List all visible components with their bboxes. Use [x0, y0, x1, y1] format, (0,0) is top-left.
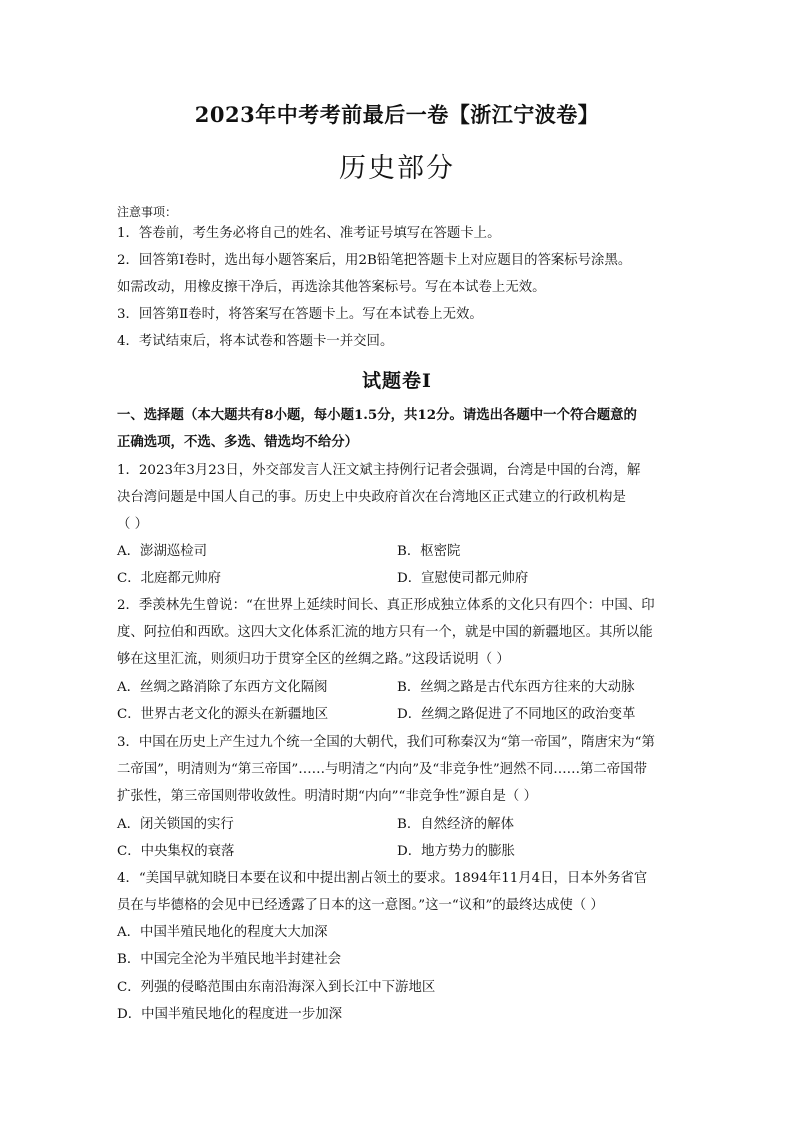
question-3-option-b: B．自然经济的解体: [397, 817, 514, 832]
question-1-option-a: A．澎湖巡检司: [117, 544, 208, 559]
question-3-text: 扩张性，第三帝国则带收敛性。明清时期“内向”“非竞争性”源自是（ ）: [117, 789, 537, 804]
notice-line: 如需改动，用橡皮擦干净后，再选涂其他答案标号。写在本试卷上无效。: [117, 280, 546, 295]
notice-line: 4．考试结束后，将本试卷和答题卡一并交回。: [117, 334, 394, 349]
question-2-text: 度、阿拉伯和西欧。这四大文化体系汇流的地方只有一个，就是中国的新疆地区。其所以能: [117, 625, 653, 640]
notice-line: 3．回答第Ⅱ卷时，将答案写在答题卡上。写在本试卷上无效。: [117, 307, 483, 322]
notice-line: 2．回答第Ⅰ卷时，选出每小题答案后，用2B铅笔把答题卡上对应题目的答案标号涂黑。: [117, 253, 632, 268]
question-4-text: 员在与毕德格的会见中已经透露了日本的这一意图。”这一“议和”的最终达成使（ ）: [117, 898, 604, 913]
question-4-option-c: C．列强的侵略范围由东南沿海深入到长江中下游地区: [117, 980, 436, 995]
notice-line: 1．答卷前，考生务必将自己的姓名、准考证号填写在答题卡上。: [117, 226, 501, 241]
section-instruction: 一、选择题（本大题共有8小题，每小题1.5分，共12分。请选出各题中一个符合题意的: [117, 407, 637, 423]
question-1-option-b: B．枢密院: [397, 544, 461, 559]
question-4-option-d: D．中国半殖民地化的程度进一步加深: [117, 1007, 342, 1022]
question-2-option-c: C．世界古老文化的源头在新疆地区: [117, 707, 329, 722]
question-1-option-c: C．北庭都元帅府: [117, 571, 221, 586]
question-3-text: 3．中国在历史上产生过九个统一全国的大朝代，我们可称秦汉为“第一帝国”，隋唐宋为“第: [117, 735, 655, 750]
question-3-option-a: A．闭关锁国的实行: [117, 817, 234, 832]
section-instruction: 正确选项，不选、多选、错选均不给分）: [117, 434, 359, 450]
question-2-option-a: A．丝绸之路消除了东西方文化隔阂: [117, 680, 328, 695]
question-1-option-d: D．宣慰使司都元帅府: [397, 571, 529, 586]
question-1-text: 决台湾问题是中国人自己的事。历史上中央政府首次在台湾地区正式建立的行政机构是: [117, 490, 626, 505]
subject-title: 历史部分: [339, 153, 455, 184]
question-2-text: 2．季羡林先生曾说：“在世界上延续时间长、真正形成独立体系的文化只有四个：中国、印: [117, 598, 655, 613]
question-1-text: （ ）: [117, 517, 149, 532]
section-title: 试题卷Ⅰ: [362, 370, 432, 392]
question-4-option-b: B．中国完全沦为半殖民地半封建社会: [117, 952, 342, 967]
question-4-text: 4．“美国早就知晓日本要在议和中提出割占领土的要求。1894年11月4日，日本外务省官: [117, 871, 648, 886]
notice-heading: 注意事项：: [117, 205, 178, 219]
exam-title: 2023年中考考前最后一卷【浙江宁波卷】: [194, 102, 600, 127]
question-2-text: 够在这里汇流，则须归功于贯穿全区的丝绸之路。”这段话说明（ ）: [117, 652, 510, 667]
question-4-option-a: A．中国半殖民地化的程度大大加深: [117, 925, 328, 940]
question-3-option-d: D．地方势力的膨胀: [397, 844, 515, 859]
question-3-option-c: C．中央集权的衰落: [117, 844, 235, 859]
question-3-text: 二帝国”，明清则为“第三帝国”……与明清之“内向”及“非竞争性”迥然不同……第二帝国带: [117, 762, 647, 777]
question-2-option-d: D．丝绸之路促进了不同地区的政治变革: [397, 707, 636, 722]
question-1-text: 1．2023年3月23日，外交部发言人汪文斌主持例行记者会强调，台湾是中国的台湾，解: [117, 463, 641, 478]
question-2-option-b: B．丝绸之路是古代东西方往来的大动脉: [397, 680, 635, 695]
